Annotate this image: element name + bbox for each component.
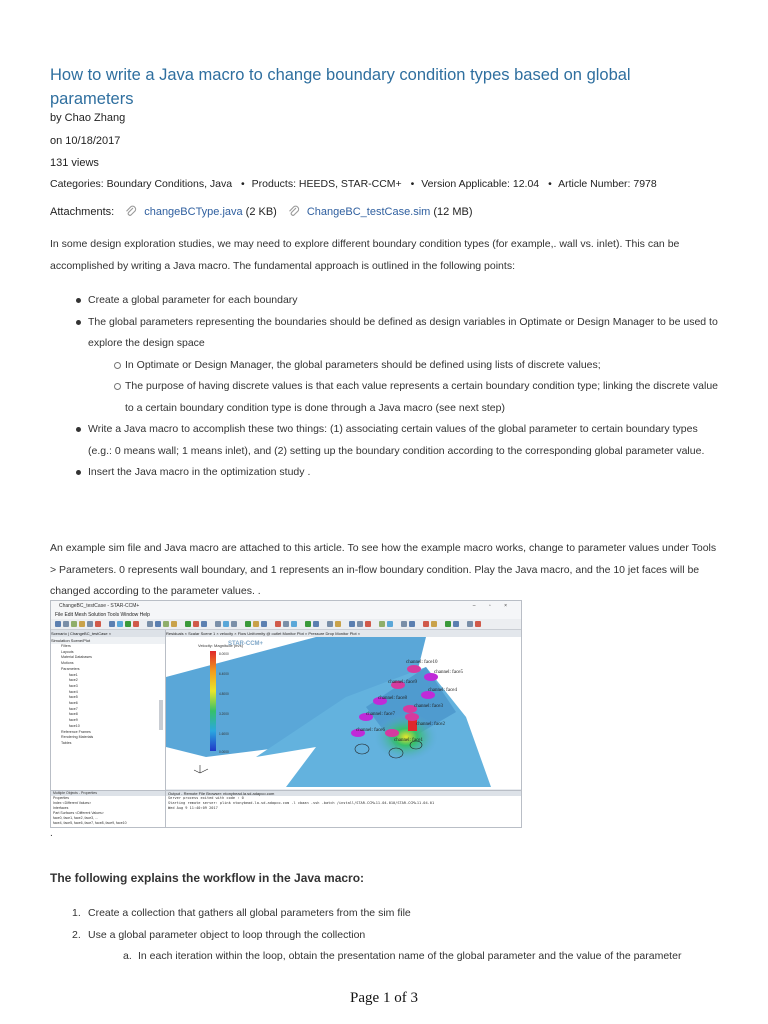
channel-label: channel: face7 (366, 712, 396, 717)
jet-face-1 (385, 729, 399, 737)
page-number: Page 1 of 3 (350, 990, 418, 1006)
properties-header: Multiple Objects - Properties (51, 791, 165, 796)
attachment-size: (12 MB) (433, 206, 473, 218)
channel-label: channel: face8 (378, 696, 408, 701)
output-header: Output - Remote File Browser: ntonybead.la.sd.adapco.com (166, 791, 521, 796)
hollow-bullet-icon (114, 383, 121, 390)
velocity-scene (166, 637, 521, 789)
channel-label: channel: face6 (356, 728, 386, 733)
channel-label: channel: face5 (434, 670, 464, 675)
tree-node[interactable]: face10 (69, 723, 80, 728)
list-item: Insert the Java macro in the optimization study . (50, 462, 720, 484)
approach-list (50, 290, 720, 484)
tree-node[interactable]: Filters (61, 644, 71, 648)
legend-tick: 0.0000 (219, 750, 229, 754)
simulation-tree[interactable] (55, 644, 93, 747)
list-item: The global parameters representing the boundaries should be defined as design variables in Optimate or Design Manager to be used to explore the design space (50, 312, 720, 355)
scene-tabs[interactable]: Residuals × Scalar Scene 1 × velocity × Flow Uniformity @ outlet Monitor Plot × Pressure Drop Monitor Plot × (166, 630, 521, 637)
list-item: 1. Create a collection that gathers all global parameters from the sim file (72, 907, 411, 919)
list-item: a. In each iteration within the loop, obtain the presentation name of the global parameter and the value of the parameter (123, 950, 682, 962)
tree-node[interactable]: face9 (69, 718, 78, 723)
workflow-heading: The following explains the workflow in the Java macro: (50, 871, 365, 885)
list-item: The purpose of having discrete values is that each value represents a certain boundary condition type; linking the discrete value to a certain boundary condition type is done through a Java macro (see next step) (50, 376, 720, 419)
property-row[interactable]: Index <Different Values> (53, 801, 92, 805)
version: Version Applicable: 12.04 (421, 178, 540, 190)
attachment-size: (2 KB) (245, 206, 277, 218)
tree-node[interactable]: Parameters (61, 666, 80, 671)
attachments-label: Attachments: (50, 206, 115, 218)
tree-node[interactable]: Rendering Materials (61, 735, 94, 740)
bullet-icon (76, 470, 81, 475)
legend-colorbar (210, 651, 216, 751)
author: by Chao Zhang (50, 112, 126, 124)
channel-label: channel: face4 (428, 688, 458, 693)
jet-plume (374, 713, 438, 761)
bullet-separator: • (410, 178, 415, 190)
paperclip-icon (287, 205, 301, 219)
tree-node[interactable]: face5 (69, 695, 78, 700)
workflow-list (50, 903, 730, 968)
tree-scrollbar[interactable] (159, 700, 163, 730)
scene-viewport[interactable] (166, 637, 521, 789)
legend-tick: 1.6000 (219, 732, 229, 736)
legend-tick: 6.4000 (219, 672, 229, 676)
console-line: Wed Aug 9 11:40:09 2017 (168, 806, 218, 810)
tree-node[interactable]: Motions (61, 661, 74, 666)
view-count: 131 views (50, 157, 99, 169)
menu-bar[interactable]: File Edit Mesh Solution Tools Window Help (51, 611, 521, 619)
tree-node[interactable]: Reference Frames (61, 729, 91, 734)
left-panel-tabs[interactable]: Scenario | ChangeBC_testCase × (51, 630, 165, 637)
categories: Categories: Boundary Conditions, Java (50, 178, 233, 190)
legend-title: Velocity: Magnitude (m/s) (198, 643, 243, 648)
bullet-icon (76, 298, 81, 303)
property-row[interactable]: face4, face5, face6, face7, face8, face9, face10 (53, 821, 127, 825)
simulation-tree-panel (51, 630, 166, 827)
starccm-screenshot (50, 600, 522, 828)
tree-node[interactable]: Layouts (61, 649, 74, 654)
tree-node[interactable]: face8 (69, 712, 78, 717)
property-row[interactable]: Interfaces (53, 806, 69, 810)
attachment-link-java[interactable]: changeBCType.java (144, 206, 243, 218)
intro-paragraph: In some design exploration studies, we may need to explore different boundary condition types (for example,. wall vs. inlet). This can be accomplished by writing a Java macro. The fundamental approach is outlined in the following points: (50, 238, 680, 272)
article-title: How to write a Java macro to change boundary condition types based on global parameters (50, 66, 631, 108)
axis-triad-icon (194, 765, 208, 773)
hollow-bullet-icon (114, 362, 121, 369)
tree-node[interactable]: face7 (69, 706, 78, 711)
channel-label: channel: face1 (394, 738, 424, 743)
console-line: Server process exited with code : 0 (168, 796, 244, 800)
list-item: Create a global parameter for each boundary (50, 290, 720, 312)
tree-node[interactable]: face6 (69, 701, 78, 706)
attachment-link-sim[interactable]: ChangeBC_testCase.sim (306, 206, 431, 218)
bullet-separator: • (241, 178, 245, 190)
jet-face-2 (405, 713, 419, 721)
tree-node[interactable]: face4 (69, 689, 78, 694)
tree-node[interactable]: face3 (69, 683, 78, 688)
tree-node[interactable]: Material Databases (61, 655, 92, 660)
list-item: 2. Use a global parameter object to loop through the collection (72, 928, 366, 941)
products: Products: HEEDS, STAR-CCM+ (251, 178, 402, 190)
article-number: Article Number: 7978 (558, 178, 657, 190)
period-line: . (50, 828, 53, 839)
window-controls-icon[interactable]: ‒ ▫ × (472, 603, 513, 609)
window-titlebar: ChangeBC_testCase - STAR-CCM+ ‒ ▫ × (51, 601, 521, 611)
property-row[interactable]: face0, face1, face2, face3, ... (53, 816, 98, 820)
paperclip-icon (124, 205, 138, 219)
property-row[interactable]: Part Surfaces <Different Values> (53, 811, 104, 815)
legend-tick: 3.2000 (219, 712, 229, 716)
bullet-icon (76, 427, 81, 432)
legend-tick: 4.8000 (219, 692, 229, 696)
example-paragraph: An example sim file and Java macro are attached to this article. To see how the example macro works, change to parameter values under Tools > Parameters. 0 represents wall boundary, and 1 represents an in-flow boundary condition. Play the Java macro, and the 10 jet faces will be changed according to the parameter values. . (50, 542, 717, 597)
tree-node[interactable]: face2 (69, 678, 78, 683)
output-console (166, 790, 521, 828)
attachments (50, 205, 472, 219)
channel-label: channel: face3 (414, 704, 444, 709)
tree-node[interactable]: Tables (61, 740, 72, 745)
date: on 10/18/2017 (50, 135, 121, 147)
bullet-icon (76, 320, 81, 325)
properties-panel (51, 790, 165, 828)
left-subtabs[interactable]: Simulation Scene/Plot (51, 637, 165, 644)
property-row[interactable]: Properties (53, 796, 69, 800)
list-item: Write a Java macro to accomplish these two things: (1) associating certain values of the global parameter to certain boundary types (e.g.: 0 means wall; 1 means inlet), and (2) setting up the boundary condition according to the corresponding global parameter value. (50, 419, 720, 462)
bullet-separator: • (548, 178, 552, 190)
channel-label: channel: face2 (416, 722, 446, 727)
toolbar (51, 619, 521, 630)
console-line: Starting remote server: plink ntonybead.la.sd-adapco.com -l cbaan -ssh -batch /install/STAR-CCM+11.04.010/STAR-CCM+11.04.01 (168, 801, 435, 805)
channel-label: channel: face9 (388, 680, 418, 685)
list-item: In Optimate or Design Manager, the global parameters should be defined using lists of discrete values; (50, 355, 720, 377)
legend-tick: 8.0000 (219, 652, 229, 656)
jet-face-10 (407, 665, 421, 673)
tree-node[interactable]: face1 (69, 672, 78, 677)
starccm-logo: STAR-CCM+ (228, 641, 264, 647)
channel-label: channel: face10 (406, 660, 438, 665)
article-metadata-line (50, 178, 657, 190)
